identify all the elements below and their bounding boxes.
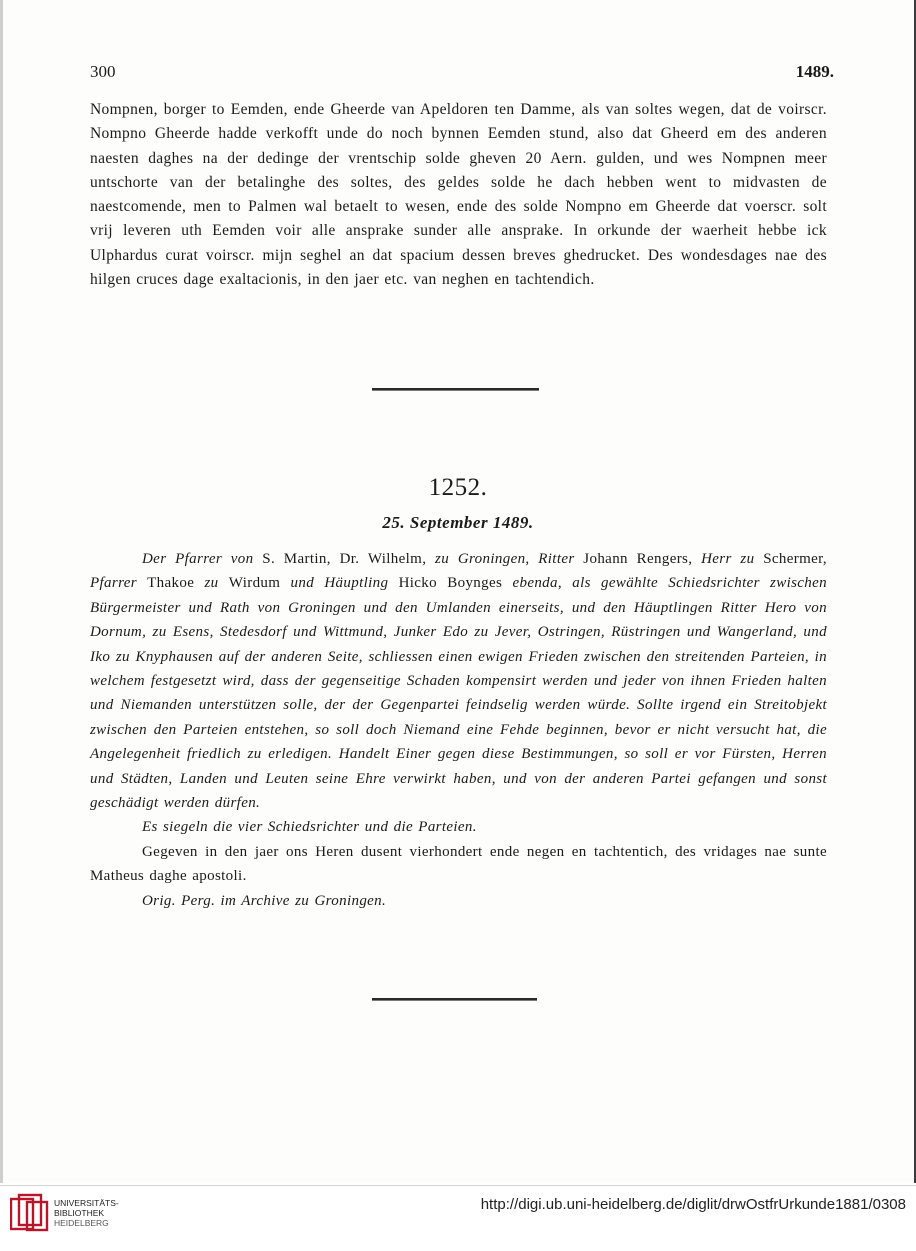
library-logo-icon	[10, 1193, 50, 1233]
regest-run: Herr zu	[701, 551, 764, 567]
logo-line-1: UNIVERSITÄTS-	[54, 1198, 119, 1208]
source-note: Orig. Perg. im Archive zu Groningen.	[142, 892, 387, 909]
regest-run: ebenda, als gewählte Schiedsrichter zwischen Bürgermeister und Rath von Groningen und den Umlanden einerseits, und den Häuptlingen Ritter Hero von Dornum, zu Esens, Stedesdorf und Wittmund, Junker Edo zu Jever, Ostringen, Rüstringen und Wangerland, und Iko zu Knyphausen auf der anderen Seite, schliessen einen ewigen Frieden zwischen den streitenden Parteien, in welchem festgesetzt wird, dass der gegenseitige Schaden kompensirt werden und jeder von ihnen Frieden halten und Niemanden unterstützen solle, der der Gegenpartei feindselig werden würde. Sollte irgend ein Streitobjekt zwischen den Parteien entstehen, so soll doch Niemand eine Fehde beginnen, bevor er nicht versucht hat, die Angelegenheit friedlich zu erledigen. Handelt Einer gegen diese Bestimmungen, so soll er vor Fürsten, Herren und Städten, Landen und Leuten seine Ehre verwirkt haben, und von der anderen Partei gefangen und sonst geschädigt werden dürfen.	[90, 575, 828, 812]
library-logo[interactable]	[10, 1193, 126, 1237]
end-divider	[372, 998, 537, 1001]
page-edge	[0, 0, 3, 1183]
logo-line-3: HEIDELBERG	[54, 1218, 109, 1228]
regest-run: Johann Rengers,	[583, 551, 702, 567]
document-text	[90, 547, 827, 913]
regest-run: zu Groningen, Ritter	[435, 551, 584, 567]
regest-summary	[90, 547, 827, 815]
library-name	[54, 1198, 119, 1228]
permalink-url[interactable]: http://digi.ub.uni-heidelberg.de/diglit/drwOstfrUrkunde1881/0308	[480, 1196, 906, 1213]
running-header	[90, 62, 834, 84]
regest-run: zu	[204, 575, 229, 592]
logo-line-2: BIBLIOTHEK	[54, 1208, 105, 1218]
document-date: 25. September 1489.	[382, 513, 534, 532]
page-number: 300	[90, 62, 116, 81]
dating-clause: Gegeven in den jaer ons Heren dusent vierhondert ende negen en tachtentich, des vridages nae sunte Matheus daghe apostoli.	[90, 843, 827, 885]
regest-run: und Häuptling	[290, 575, 399, 592]
regest-run: Der Pfarrer von	[142, 551, 263, 567]
document-number: 1252.	[428, 474, 488, 501]
footer-bar	[0, 1185, 916, 1251]
regest-run: Schermer,	[763, 551, 827, 567]
regest-run: Hicko Boynges	[398, 575, 513, 592]
regest-run: Wirdum	[228, 575, 291, 592]
seal-note: Es siegeln die vier Schiedsrichter und die Parteien.	[142, 819, 477, 836]
body-text: Nompnen, borger to Eemden, ende Gheerde van Apeldoren ten Damme, als van soltes wegen, dat de voirscr. Nompno Gheerde hadde verkofft unde do noch bynnen Eemden stund, also dat Gheerd em des anderen naesten daghes na der dedinge der vrentschip solde gheven 20 Aern. gulden, und wes Nompnen meer untschorte van der betalinghe des soltes, des geldes solde he dach hebben went to midvasten de naestcomende, men to Palmen wal betaelt to wesen, ende des solde Nompno em Gheerde dat voerscr. solt vrij leveren uth Eemden voir alle ansprake sunder alle ansprake. In orkunde der waerheit hebbe ick Ulphardus curat voirscr. mijn seghel an dat spacium dessen breves ghedrucket. Des wondesdages nae des hilgen cruces dage exaltacionis, in den jaer etc. van neghen en tachtendich.	[90, 101, 827, 289]
regest-run: Thakoe	[147, 575, 205, 592]
regest-run: Pfarrer	[90, 575, 148, 592]
header-year: 1489.	[795, 62, 834, 81]
section-divider	[372, 388, 539, 391]
regest-run: S. Martin, Dr. Wilhelm,	[262, 551, 436, 567]
